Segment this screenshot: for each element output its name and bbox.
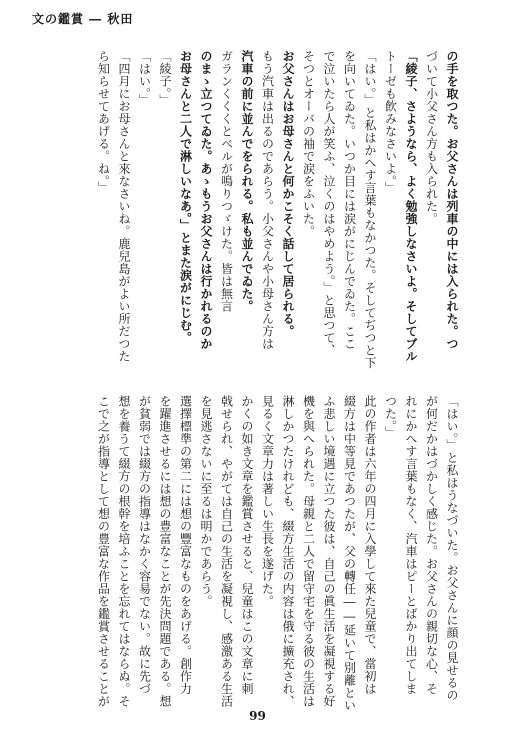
page-number: 99 [249,709,266,723]
text-column: ガランくくくとベルが鳴りつゞけた。皆は無言 [219,50,234,313]
running-header: 文の鑑賞 ― 秋田 [32,12,134,26]
text-column: 想を養うて綴方の根幹を培ふことを忘れてはならぬ。そ [117,395,131,708]
text-column: お母さんと二人で淋しいなあ。」とまた涙がにじむ。 [178,50,193,344]
upper-text-block [93,50,462,370]
text-column: 見るく文章力は著しい生長を遂げた。 [260,395,275,608]
text-column: 「四月にお母さんと來なさいね。鹿兒島がよい所だつた [117,50,131,363]
text-column: 淋しかつたけれども、綴方生活の内容は俄に擴充され、 [281,395,295,708]
text-column: そつとオーバの袖で涙をふいた。 [301,50,316,238]
text-column: 戟せられ、やがては自己の生活を凝視し、感激ある生活 [219,395,234,708]
text-column: 綴方は中等見であつたが、父の轉任――延いて別離とい [342,395,357,712]
text-column: れにかへす言葉もなく、汽車はピーとばかり出てしま [404,395,418,695]
text-column: 選擇標準の第二には想の豐富なものをあげる。創作力 [178,395,193,695]
text-column: 「綾子、さようなら、よく勉強しなさいよ。そしてブル [404,50,418,363]
text-column: ら知らせてあげる。ね。」 [96,50,111,194]
text-column: が貧弱では綴方の指導はなかく容易でない。故に先づ [137,395,152,695]
text-column: 機を與へられた。母親と二人で留守宅を守る彼の生活は [301,395,316,708]
text-column: 「はい。」と私はうなづいた。お父さんに顔の見せるの [445,395,459,702]
lower-text-block [93,395,462,712]
text-column: 「綾子。」 [158,50,172,107]
text-column: もう汽車は出るのであらう。小父さんや小母さん方は [260,50,275,350]
text-column: かくの如き文章を鑑賞させると、兒童はこの文章に刺 [240,395,254,695]
text-column: を向いてゐた。いつか目には涙がにじんでゐた。ここ [342,50,357,350]
text-column: づいて小父さん方も入られた。 [424,50,439,225]
text-column: の手を取つた。お父さんは列車の中には入られた。つ [445,50,459,350]
text-column: を躍進させるには想の豊富なことが先決問題である。想 [158,395,172,708]
text-column: 「はい。」 [137,50,152,107]
text-column: を見逃さないに至るは明かであらう。 [199,395,213,608]
text-column: 「はい。」と私はかへす言葉もなかつた。そしてぢつと下 [363,50,377,369]
text-column: お父さんはお母さんと何かこそく話して居られる。 [281,50,295,338]
text-column: 此の作者は六年の四月に入學して來た兒童で、當初は [363,395,377,695]
text-column: が何だかはづかしく感じた。お父さんの親切な心、そ [424,395,439,695]
text-column: 汽車の前に並んでをられる。私も並んでゐた。 [240,50,254,313]
text-column: のまゝ立つてゐた。あゝもうお父さんは行かれるのか [199,50,213,350]
text-column: で泣いたら人が笑ふ、泣くのはやめよう。」と思つて、 [322,50,336,357]
text-column: ふ悲しい境遇に立つた彼は、自己の眞生活を凝視する好 [322,395,336,708]
text-column: つた。」 [383,395,398,439]
text-column: トーゼも飲みなさいよ。」 [383,50,398,194]
text-column: こで之が指導として想の豊富な作品を鑑賞させることが [96,395,111,708]
